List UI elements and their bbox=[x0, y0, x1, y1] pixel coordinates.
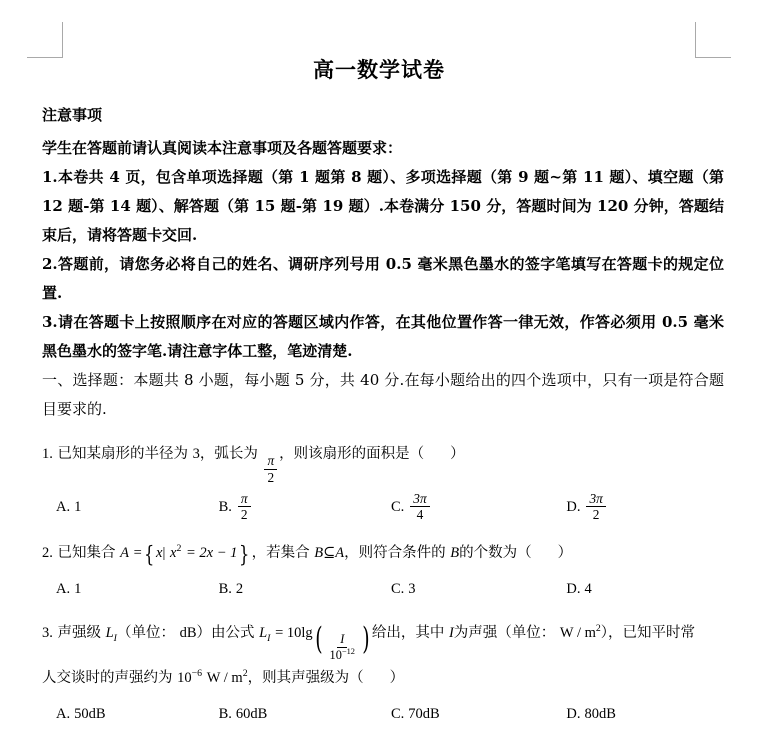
question-1-arc-fraction bbox=[264, 453, 277, 485]
question-2-close-paren: ） bbox=[557, 544, 573, 561]
question-3-line2-text-b: ，则其声强级为（ bbox=[247, 669, 364, 686]
question-3-close-paren: ） bbox=[389, 669, 405, 686]
question-3-text-d: 给出，其中 bbox=[371, 624, 445, 641]
question-1-option-d[interactable] bbox=[566, 491, 724, 523]
question-2-set-bar: | bbox=[162, 544, 166, 561]
question-1-option-a-label: A. bbox=[56, 498, 71, 515]
question-2-option-d-label: D. bbox=[566, 580, 581, 597]
question-3-option-a[interactable] bbox=[42, 700, 219, 728]
question-3-intensity-base: 10 bbox=[177, 669, 192, 686]
question-1-option-d-label: D. bbox=[566, 498, 581, 515]
question-3-fraction-numerator: I bbox=[337, 632, 347, 647]
question-3-option-a-label: A. bbox=[56, 705, 71, 722]
question-3-line2-text-a: 人交谈时的声强约为 bbox=[42, 669, 173, 686]
question-3-text-b: （单位： bbox=[116, 624, 175, 641]
question-3-option-c-label: C. bbox=[390, 705, 405, 722]
question-2-expr-x: x bbox=[170, 544, 177, 561]
notice-item-3: 3.请在答题卡上按照顺序在对应的答题区域内作答，在其他位置作答一律无效，作答必须用 0.5 毫米黑色墨水的签字笔.请注意字体工整，笔迹清楚. bbox=[42, 313, 724, 360]
question-3-intensity-fraction bbox=[327, 632, 358, 661]
question-2-option-d-value: 4 bbox=[584, 580, 592, 597]
question-3-option-c[interactable] bbox=[391, 700, 566, 728]
question-1-close-paren: ） bbox=[450, 446, 465, 462]
question-3-option-c-value: 70dB bbox=[408, 705, 440, 722]
question-2-brace-close: } bbox=[239, 541, 250, 568]
question-3-number: 3. bbox=[42, 624, 53, 641]
question-1-text-a: 已知某扇形的半径为 bbox=[57, 446, 188, 462]
question-1-option-c-fraction bbox=[410, 491, 429, 523]
question-2-expr-exponent: 2 bbox=[176, 542, 182, 554]
question-2-text-b: ，若集合 bbox=[251, 544, 310, 561]
question-1-option-b-label: B. bbox=[218, 498, 232, 515]
notice-item-1: 1.本卷共 4 页，包含单项选择题（第 1 题第 8 题）、多项选择题（第 9 题~第 11 题）、填空题（第 12 题-第 14 题）、解答题（第 15 题-第 19 题）.本卷满分 150 分，答题时间为 120 分钟，答题结束后，请将答题卡交回. bbox=[42, 168, 724, 244]
question-2-subset-b: B bbox=[314, 544, 324, 561]
document-content bbox=[42, 104, 724, 728]
question-2-equals: = bbox=[133, 544, 142, 561]
notice-intro: 学生在答题前请认真阅读本注意事项及各题答题要求： bbox=[42, 139, 403, 157]
question-3-option-d-label: D. bbox=[566, 705, 581, 722]
question-1-arc-numerator: π bbox=[264, 453, 277, 469]
question-2-options bbox=[42, 575, 724, 603]
question-3-var-i: I bbox=[448, 624, 454, 641]
question-2-expr-rest: = 2x − 1 bbox=[185, 544, 238, 561]
page-title: 高一数学试卷 bbox=[313, 57, 445, 82]
question-3-text-e: 为声强（单位： bbox=[453, 624, 556, 641]
question-1-option-d-fraction bbox=[586, 491, 605, 523]
question-2-option-b-label: B. bbox=[218, 580, 232, 597]
question-3-text-c: ）由公式 bbox=[196, 624, 255, 641]
question-2 bbox=[42, 537, 724, 569]
question-2-text-d: 的个数为（ bbox=[459, 544, 532, 561]
question-2-brace-open: { bbox=[143, 541, 155, 568]
question-1-options bbox=[42, 491, 724, 523]
question-1-option-c-label: C. bbox=[390, 498, 405, 515]
question-3-intensity-exponent: −6 bbox=[191, 667, 203, 679]
question-3-text-a: 声强级 bbox=[57, 624, 101, 641]
question-3-line2-unit-exponent: 2 bbox=[242, 667, 248, 679]
question-2-text-c: ，则符合条件的 bbox=[344, 544, 446, 561]
question-2-option-c-label: C. bbox=[390, 580, 405, 597]
question-2-subset-a: A bbox=[335, 544, 345, 561]
question-3-paren-close: ) bbox=[362, 622, 370, 658]
question-3-unit-w-exponent: 2 bbox=[595, 622, 601, 634]
question-3-denominator-base: 10 bbox=[329, 647, 342, 662]
question-1-option-c[interactable] bbox=[391, 491, 566, 523]
question-2-option-c[interactable] bbox=[391, 575, 566, 603]
question-3-option-b-value: 60dB bbox=[235, 705, 268, 722]
question-3-line-2 bbox=[42, 662, 724, 694]
question-1-option-b-numerator: π bbox=[238, 491, 251, 507]
question-3-unit-w: W / m bbox=[559, 624, 596, 641]
notice-item-2: 2.答题前，请您务必将自己的姓名、调研序列号用 0.5 毫米黑色墨水的签字笔填写在答题卡的规定位置. bbox=[42, 255, 724, 302]
question-2-option-b-value: 2 bbox=[235, 580, 244, 597]
question-3-formula-l-subscript: I bbox=[267, 632, 271, 644]
question-2-set-element: x bbox=[156, 544, 163, 561]
question-3-option-b[interactable] bbox=[219, 700, 391, 728]
question-1-radius: 3 bbox=[192, 446, 200, 462]
question-2-number: 2. bbox=[42, 544, 53, 561]
choice-section-heading: 一、选择题：本题共 8 小题，每小题 5 分，共 40 分.在每小题给出的四个选项中，只有一项是符合题目要求的. bbox=[42, 371, 724, 418]
question-3-option-b-label: B. bbox=[218, 705, 232, 722]
question-1 bbox=[42, 438, 724, 485]
question-1-option-c-denominator: 4 bbox=[416, 507, 424, 523]
question-2-subset-symbol: ⊆ bbox=[323, 544, 336, 561]
question-2-option-a[interactable] bbox=[42, 575, 219, 603]
question-1-option-c-numerator: 3π bbox=[410, 491, 429, 507]
question-1-arc-denominator: 2 bbox=[267, 469, 275, 485]
question-1-number: 1. bbox=[42, 446, 53, 462]
question-1-option-d-numerator: 3π bbox=[586, 491, 605, 507]
question-3-formula-equals: = 10lg bbox=[275, 624, 313, 641]
question-3-denominator-exponent: −12 bbox=[341, 646, 355, 656]
question-3-fraction-denominator bbox=[327, 648, 358, 662]
question-3-option-d-value: 80dB bbox=[584, 705, 616, 722]
question-1-option-b-fraction bbox=[238, 491, 251, 523]
question-3-var-l: L bbox=[105, 624, 114, 641]
question-2-option-d[interactable] bbox=[566, 575, 724, 603]
question-2-set-variable: A bbox=[120, 544, 129, 561]
question-2-option-c-value: 3 bbox=[408, 580, 416, 597]
question-1-option-b[interactable] bbox=[219, 491, 391, 523]
question-3-line2-unit: W / m bbox=[206, 669, 243, 686]
question-3-text-f: ），已知平时常 bbox=[600, 624, 696, 641]
question-1-option-b-denominator: 2 bbox=[240, 507, 248, 523]
question-1-option-d-denominator: 2 bbox=[592, 507, 600, 523]
question-3 bbox=[42, 617, 724, 694]
question-3-paren-open: ( bbox=[314, 622, 323, 658]
question-2-option-a-label: A. bbox=[56, 580, 71, 597]
question-1-option-a-value: 1 bbox=[74, 498, 82, 515]
notice-heading: 注意事项 bbox=[42, 106, 103, 124]
question-3-option-d[interactable] bbox=[566, 700, 724, 728]
question-1-text-c: ，则该扇形的面积是（ bbox=[279, 446, 425, 462]
question-2-option-b[interactable] bbox=[219, 575, 391, 603]
question-3-formula-l: L bbox=[259, 624, 268, 641]
question-2-count-variable: B bbox=[450, 544, 460, 561]
question-1-text-b: ，弧长为 bbox=[199, 446, 258, 462]
question-1-option-a[interactable] bbox=[42, 491, 219, 523]
question-2-option-a-value: 1 bbox=[74, 580, 82, 597]
question-3-var-l-subscript: I bbox=[113, 632, 117, 644]
question-2-text-a: 已知集合 bbox=[57, 544, 116, 561]
question-3-unit-db: dB bbox=[179, 624, 197, 641]
question-3-options bbox=[42, 700, 724, 728]
question-3-option-a-value: 50dB bbox=[74, 705, 106, 722]
